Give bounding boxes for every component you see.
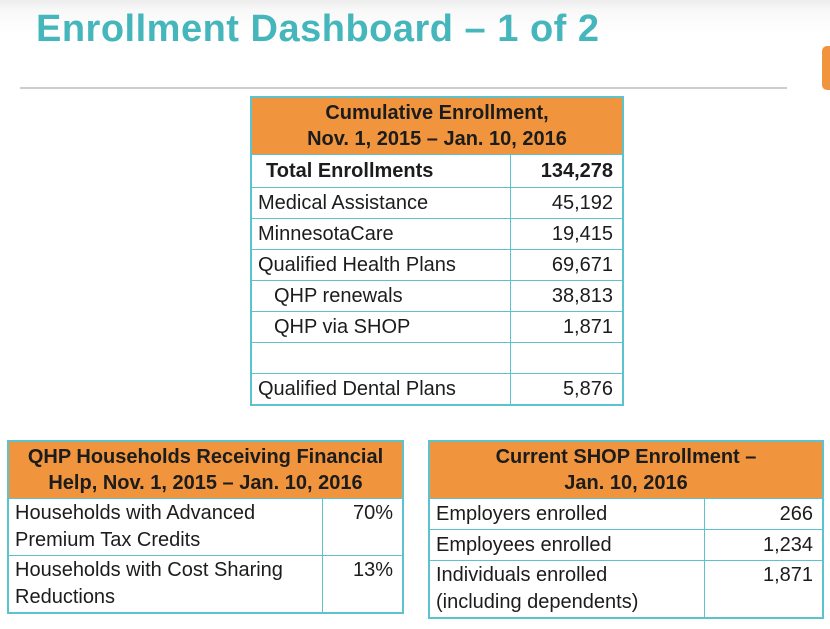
row-value-cell: 5,876	[510, 374, 623, 406]
table-row	[251, 188, 623, 219]
row-label-cell: Total Enrollments	[251, 155, 510, 188]
table-row-empty	[251, 343, 623, 374]
title-divider-line	[20, 87, 787, 89]
row-label-cell	[429, 561, 704, 619]
table-row	[429, 561, 823, 619]
row-label-cell	[8, 499, 322, 556]
row-value-cell: 13%	[322, 556, 403, 614]
row-label-cell: QHP renewals	[251, 281, 510, 312]
row-value-cell: 19,415	[510, 219, 623, 250]
orange-side-tab	[822, 46, 830, 90]
row-label-cell	[8, 556, 322, 614]
row-value-cell: 1,871	[704, 561, 823, 619]
row-label-line1: Individuals enrolled	[436, 564, 608, 586]
row-label-line2: (including dependents)	[436, 591, 639, 613]
row-label-line2: Premium Tax Credits	[15, 529, 201, 551]
row-value-cell: 70%	[322, 499, 403, 556]
row-label-cell: Medical Assistance	[251, 188, 510, 219]
row-value-cell: 69,671	[510, 250, 623, 281]
page-title: Enrollment Dashboard – 1 of 2	[36, 8, 600, 50]
row-label-line1: Households with Cost Sharing	[15, 559, 283, 581]
table-row	[251, 250, 623, 281]
header-title-line1: Cumulative Enrollment,	[325, 102, 549, 124]
row-value-cell: 134,278	[510, 155, 623, 188]
row-label-cell: QHP via SHOP	[251, 312, 510, 343]
header-title-line1: QHP Households Receiving Financial	[27, 446, 384, 468]
row-value-cell: 266	[704, 499, 823, 530]
table-row	[8, 499, 403, 556]
header-title-line2: Nov. 1, 2015 – Jan. 10, 2016	[307, 128, 567, 150]
header-title-line2: Help, Nov. 1, 2015 – Jan. 10, 2016	[48, 472, 363, 494]
row-value-cell: 38,813	[510, 281, 623, 312]
financial-help-table-header	[8, 441, 403, 499]
table-row	[429, 530, 823, 561]
table-row	[8, 556, 403, 614]
cumulative-enrollment-table	[250, 96, 624, 406]
cumulative-table-header	[251, 97, 623, 155]
row-value-cell	[510, 343, 623, 374]
shop-table-header	[429, 441, 823, 499]
row-label-cell: Qualified Dental Plans	[251, 374, 510, 406]
table-row	[251, 374, 623, 406]
table-header-row	[8, 441, 403, 499]
table-row	[251, 155, 623, 188]
table-row	[251, 312, 623, 343]
table-row	[251, 219, 623, 250]
row-label-cell: Qualified Health Plans	[251, 250, 510, 281]
table-row	[251, 281, 623, 312]
row-label-cell	[251, 343, 510, 374]
table-header-row	[429, 441, 823, 499]
row-label-cell: MinnesotaCare	[251, 219, 510, 250]
row-label-line2: Reductions	[15, 586, 116, 608]
table-header-row	[251, 97, 623, 155]
row-label-cell: Employers enrolled	[429, 499, 704, 530]
row-value-cell: 1,234	[704, 530, 823, 561]
shop-enrollment-table	[428, 440, 824, 619]
financial-help-table	[7, 440, 404, 614]
header-title-line1: Current SHOP Enrollment –	[495, 446, 757, 468]
table-row	[429, 499, 823, 530]
row-value-cell: 45,192	[510, 188, 623, 219]
row-label-line1: Households with Advanced	[15, 502, 256, 524]
row-value-cell: 1,871	[510, 312, 623, 343]
header-title-line2: Jan. 10, 2016	[564, 472, 688, 494]
row-label-cell: Employees enrolled	[429, 530, 704, 561]
